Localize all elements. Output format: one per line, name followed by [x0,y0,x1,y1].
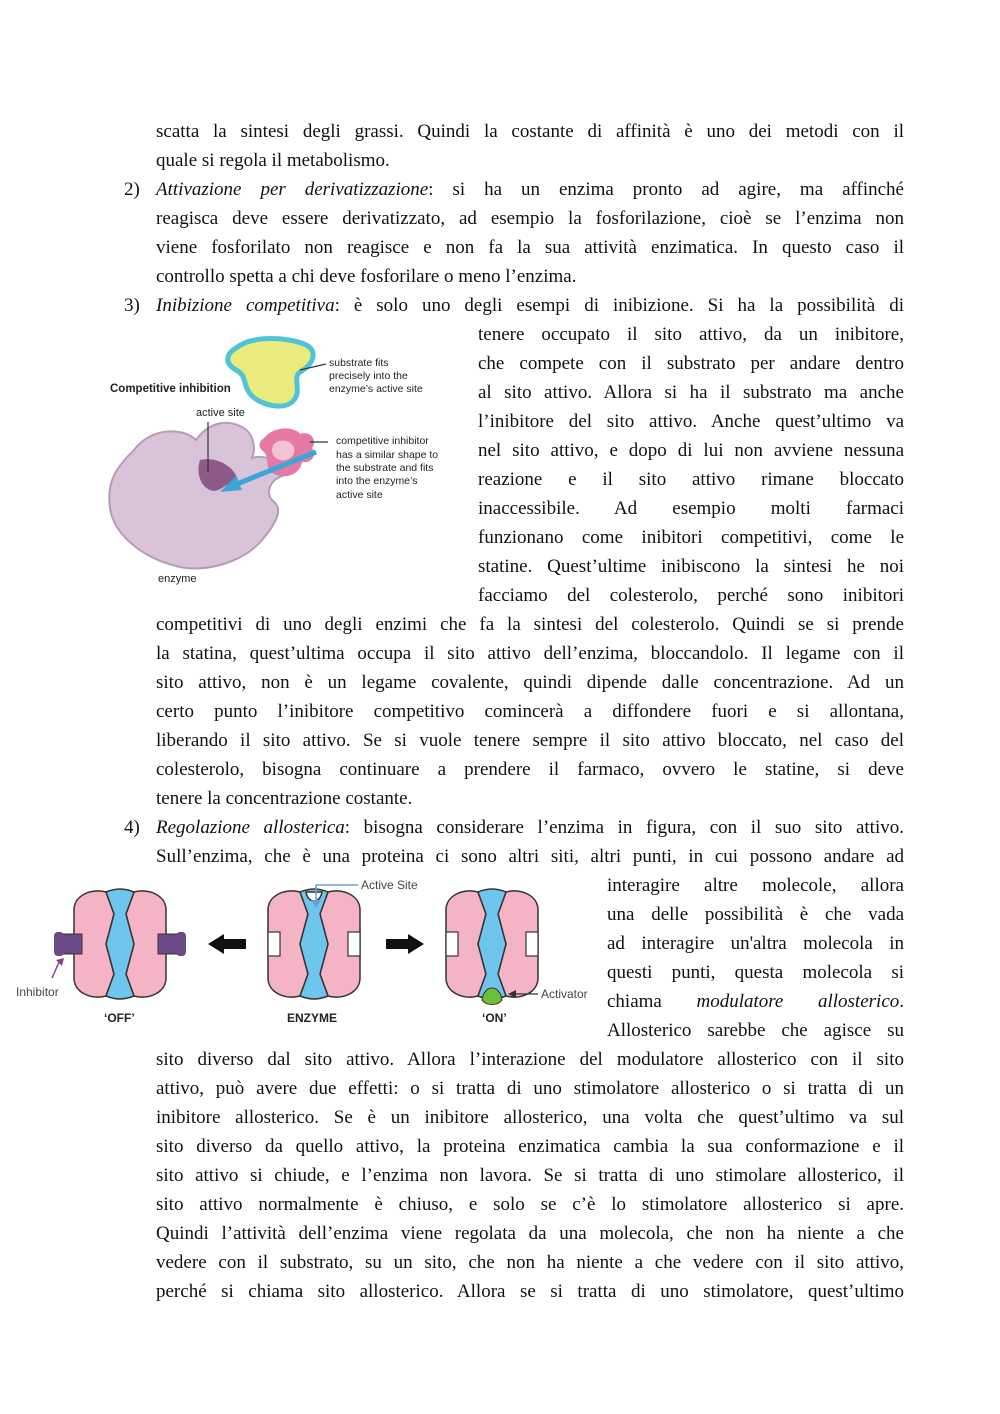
paragraph-line: ad interagire un'altra molecola in [607,933,904,954]
paragraph-line: al sito attivo. Allora si ha il substrato ma anche [478,382,904,403]
paragraph-line: attivo, può avere due effetti: o si tratta di uno stimolatore allosterico o si tratta di un [156,1078,904,1099]
paragraph-line: la statina, quest’ultima occupa il sito attivo dell’enzima, bloccandolo. Il legame con il [156,643,904,664]
paragraph-line: liberando il sito attivo. Se si vuole tenere sempre il sito attivo bloccato, nel caso del [156,730,904,751]
paragraph-text: : bisogna considerare l’enzima in figura, con il suo sito attivo. [344,817,904,838]
list-item-first-line [156,813,904,842]
paragraph-line: sito diverso dal sito attivo. Allora l’interazione del modulatore allosterico con il sito [156,1049,904,1070]
list-item-title: Inibizione competitiva [156,295,335,316]
paragraph-line: funzionano come inibitori competitivi, come le [478,527,904,548]
paragraph-line: vedere con il substrato, su un sito, che non ha niente a che vedere con il sito attivo, [156,1252,904,1273]
paragraph-line: Quindi l’attività dell’enzima viene regolata da una molecola, che non ha niente a che [156,1223,904,1244]
paragraph-line: reagisca deve essere derivatizzato, ad esempio la fosforilazione, cioè se l’enzima non [156,208,904,229]
active-site-label: Active Site [361,878,418,892]
arrow-left-icon [208,934,246,954]
list-item-first-line [156,175,904,204]
paragraph-line: facciamo del colesterolo, perché sono inibitori [478,585,904,606]
paragraph-line: tenere occupato il sito attivo, da un inibitore, [478,324,904,345]
competitive-inhibition-figure [104,330,470,592]
enzyme-on-state [446,889,538,1005]
paragraph-line: sito attivo normalmente è chiuso, e solo se c’è lo stimolatore allosterico si apre. [156,1194,904,1215]
inhibitor-note-line: has a similar shape to [336,449,439,461]
paragraph-line: reazione e il sito attivo rimane bloccato [478,469,904,490]
list-number: 4) [124,817,140,838]
inhibitor-note-line: competitive inhibitor [336,435,429,447]
substrate-note-line: precisely into the [329,370,408,382]
paragraph-line: competitivi di uno degli enzimi che fa la sintesi del colesterolo. Quindi se si prende [156,614,904,635]
paragraph-line: viene fosforilato non reagisce e non fa la sua attività enzimatica. In questo caso il [156,237,904,258]
arrow-right-icon [386,934,424,954]
paragraph-text: chiama [607,991,697,1012]
wrapped-text-block [478,320,904,610]
paragraph-line: una delle possibilità è che vada [607,904,904,925]
paragraph-text: : si ha un enzima pronto ad agire, ma affinché [428,179,904,200]
paragraph-line: l’inibitore del sito attivo. Anche quest’ultimo va [478,411,904,432]
paragraph-line: Sull’enzima, che è una proteina ci sono altri siti, altri punti, in cui possono andare ad [156,846,904,867]
paragraph-line: nel sito attivo, e dopo di lui non avviene nessuna [478,440,904,461]
list-item-title: Regolazione allosterica [156,817,345,838]
paragraph-line: questi punti, questa molecola si [607,962,904,983]
enzyme-caption: ENZYME [287,1011,338,1025]
list-number: 3) [124,295,140,316]
paragraph-text: : è solo uno degli esempi di inibizione. Si ha la possibilità di [334,295,904,316]
paragraph-line: inibitore allosterico. Se è un inibitore allosterico, una volta che quest’ultimo va sul [156,1107,904,1128]
inhibitor-label: Inhibitor [16,985,59,999]
paragraph-line [607,987,904,1016]
inhibitor-note-line: active site [336,489,383,501]
substrate-note-line: substrate fits [329,357,389,369]
paragraph-line: certo punto l’inibitore competitivo comincerà a diffondere fuori e si allontana, [156,701,904,722]
paragraph-line: sito attivo, non è un legame covalente, quindi dipende dalle concentrazione. Ad un [156,672,904,693]
figure-title: Competitive inhibition [110,383,231,395]
paragraph-line: scatta la sintesi degli grassi. Quindi la costante di affinità è uno dei metodi con il [156,121,904,142]
paragraph-line: perché si chiama sito allosterico. Allora se si tratta di uno stimolatore, quest’ultimo [156,1281,904,1302]
activator-label: Activator [541,987,588,1001]
paragraph-line: quale si regola il metabolismo. [156,150,390,171]
enzyme-center-state [268,889,360,999]
emphasized-term: modulatore allosterico [696,991,900,1012]
enzyme-label: enzyme [158,573,197,585]
allosteric-regulation-figure [14,872,600,1030]
inhibitor-note-line: into the enzyme’s [336,475,418,487]
on-caption: ‘ON’ [482,1011,507,1025]
paragraph-line: Allosterico sarebbe che agisce su [607,1020,904,1041]
list-item-first-line [156,291,904,320]
enzyme-body [109,423,282,569]
paragraph-line: che compete con il substrato per andare dentro [478,353,904,374]
enzyme-off-state [54,889,186,999]
paragraph-line: sito diverso da quello attivo, la proteina enzimatica cambia la sua conformazione e il [156,1136,904,1157]
paragraph-line: sito attivo si chiude, e l’enzima non lavora. Se si tratta di uno stimolare allosterico, il [156,1165,904,1186]
wrapped-text-block [607,871,904,1045]
paragraph-text: . [899,991,904,1012]
active-site-label: active site [196,407,245,419]
list-item-title: Attivazione per derivatizzazione [156,179,429,200]
paragraph-line: colesterolo, bisogna continuare a prendere il farmaco, ovvero le statine, si deve [156,759,904,780]
paragraph-line: statine. Quest’ultime inibiscono la sintesi he noi [478,556,904,577]
paragraph-line: tenere la concentrazione costante. [156,788,413,809]
off-caption: ‘OFF’ [104,1011,135,1025]
paragraph-line: controllo spetta a chi deve fosforilare o meno l’enzima. [156,266,577,287]
paragraph-line: interagire altre molecole, allora [607,875,904,896]
paragraph-line: inaccessibile. Ad esempio molti farmaci [478,498,904,519]
inhibitor-note-line: the substrate and fits [336,462,434,474]
substrate-note-line: enzyme’s active site [329,383,423,395]
substrate-shape [228,339,313,407]
list-number: 2) [124,179,140,200]
